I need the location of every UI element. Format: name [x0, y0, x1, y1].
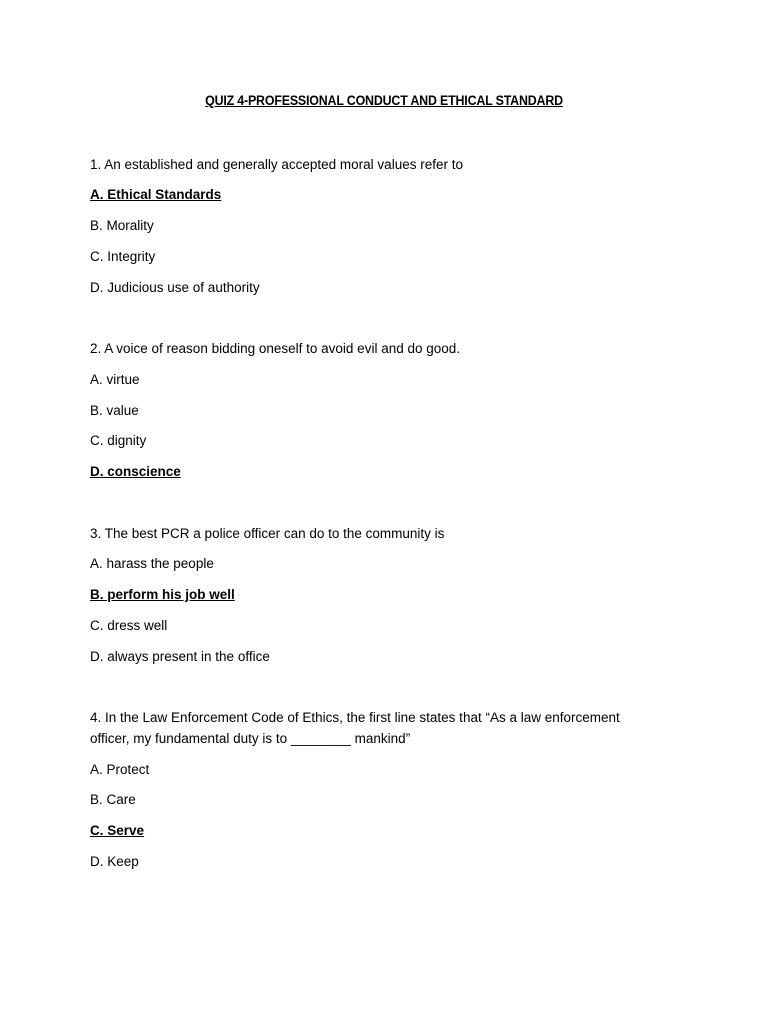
- question-3-option-a: A. harass the people: [90, 556, 214, 571]
- question-2-stem: 2. A voice of reason bidding oneself to avoid evil and do good.: [90, 341, 461, 356]
- question-3-option-c: C. dress well: [90, 618, 168, 633]
- question-2-option-d-answer: D. conscience: [90, 464, 181, 479]
- question-3-stem: 3. The best PCR a police officer can do to the community is: [90, 526, 445, 541]
- question-4-option-c-answer: C. Serve: [90, 823, 145, 838]
- question-4-option-a: A. Protect: [90, 762, 150, 777]
- question-3-option-b-answer: B. perform his job well: [90, 587, 235, 602]
- question-1-option-b: B. Morality: [90, 218, 154, 233]
- question-4-option-b: B. Care: [90, 792, 136, 807]
- question-2-option-a: A. virtue: [90, 372, 140, 387]
- question-4-option-d: D. Keep: [90, 854, 139, 869]
- page-title: QUIZ 4-PROFESSIONAL CONDUCT AND ETHICAL STANDARD: [205, 93, 563, 108]
- question-4-stem-line-2: officer, my fundamental duty is to ________ mankind”: [90, 731, 411, 746]
- question-2-option-c: C. dignity: [90, 433, 147, 448]
- question-4-stem-line-1: 4. In the Law Enforcement Code of Ethics, the first line states that “As a law enforcement: [90, 710, 620, 725]
- question-1-stem: 1. An established and generally accepted moral values refer to: [90, 157, 463, 172]
- question-1-option-a-answer: A. Ethical Standards: [90, 187, 222, 202]
- question-1-option-c: C. Integrity: [90, 249, 156, 264]
- question-2-option-b: B. value: [90, 403, 139, 418]
- question-1-option-d: D. Judicious use of authority: [90, 280, 260, 295]
- question-3-option-d: D. always present in the office: [90, 649, 270, 664]
